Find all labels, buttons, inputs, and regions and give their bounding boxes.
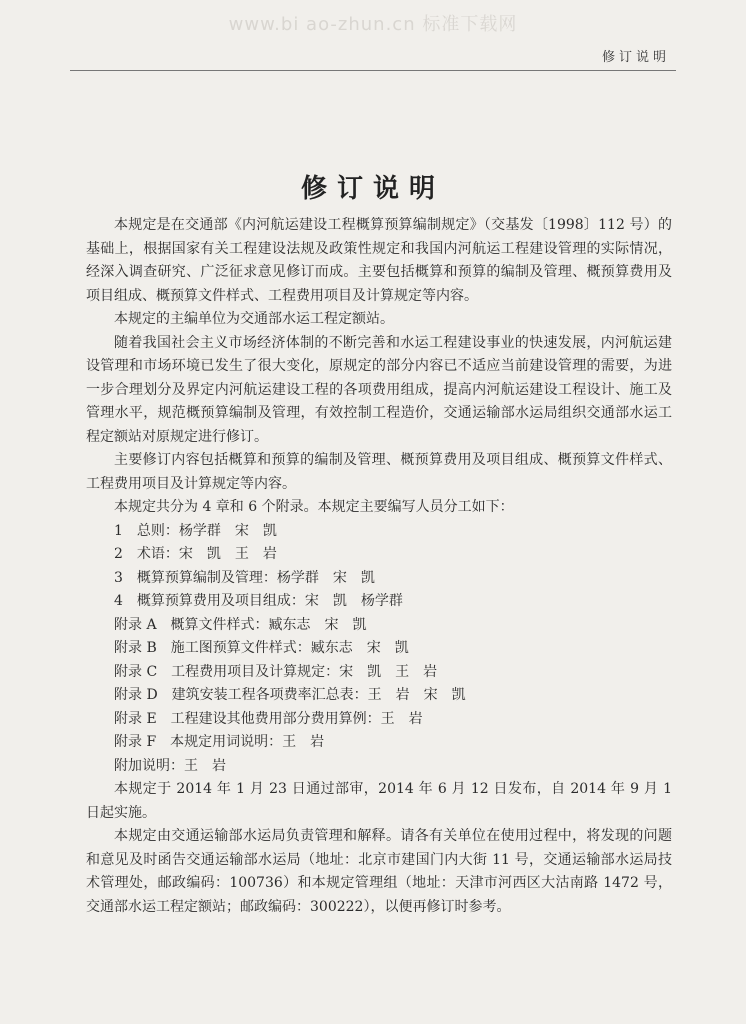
list-item: 附录 D 建筑安装工程各项费率汇总表：王 岩 宋 凯	[114, 687, 466, 703]
list-item: 附加说明：王 岩	[114, 757, 226, 774]
list-item: 4 概算预算费用及项目组成：宋 凯 杨学群	[114, 593, 403, 609]
list-item: 附录 E 工程建设其他费用部分费用算例：王 岩	[114, 710, 423, 727]
header-rule	[70, 70, 676, 71]
list-item: 1 总则：杨学群 宋 凯	[114, 522, 277, 539]
page-title: 修订说明	[300, 174, 445, 204]
document-body	[86, 214, 672, 919]
running-head: 修订说明	[601, 50, 670, 65]
paragraph-revision-content: 主要修订内容包括概算和预算的编制及管理、概预算费用及项目组成、概预算文件样式、工程费用项目及计算规定等内容。	[86, 452, 672, 492]
paragraph-editor-unit: 本规定的主编单位为交通部水运工程定额站。	[114, 311, 394, 327]
list-item: 附录 F 本规定用词说明：王 岩	[114, 734, 325, 750]
paragraph-structure: 本规定共分为 4 章和 6 个附录。本规定主要编写人员分工如下：	[114, 499, 514, 515]
paragraph-contact: 本规定由交通运输部水运局负责管理和解释。请各有关单位在使用过程中，将发现的问题和意见及时函告交通运输部水运局（地址：北京市建国门内大街 11 号，交通运输部水运局技术管理处，邮政编码：100736）和本规定管理组（地址：天津市河西区大沽南路 1472 号，交通部水运工程定额站；邮政编码：300222），以便再修订时参考。	[86, 828, 672, 915]
list-item: 2 术语：宋 凯 王 岩	[114, 546, 277, 562]
list-item: 附录 A 概算文件样式：臧东志 宋 凯	[114, 616, 367, 633]
list-item: 附录 C 工程费用项目及计算规定：宋 凯 王 岩	[114, 663, 438, 680]
watermark: www.bi ao-zhun.cn 标准下载网	[228, 14, 518, 35]
paragraph-background: 随着我国社会主义市场经济体制的不断完善和水运工程建设事业的快速发展，内河航运建设管理和市场环境已发生了很大变化，原规定的部分内容已不适应当前建设管理的需要，为进一步合理划分及界定内河航运建设工程的各项费用组成，提高内河航运建设工程设计、施工及管理水平，规范概预算编制及管理，有效控制工程造价，交通运输部水运局组织交通部水运工程定额站对原规定进行修订。	[86, 334, 672, 445]
author-assignment-list	[86, 520, 672, 779]
list-item: 附录 B 施工图预算文件样式：臧东志 宋 凯	[114, 640, 409, 656]
list-item: 3 概算预算编制及管理：杨学群 宋 凯	[114, 569, 375, 586]
paragraph-basis: 本规定是在交通部《内河航运建设工程概算预算编制规定》（交基发〔1998〕112 号）的基础上，根据国家有关工程建设法规及政策性规定和我国内河航运工程建设管理的实际情况，经深入调查研究、广泛征求意见修订而成。主要包括概算和预算的编制及管理、概预算费用及项目组成、概预算文件样式、工程费用项目及计算规定等内容。	[86, 217, 672, 304]
paragraph-effective-date: 本规定于 2014 年 1 月 23 日通过部审，2014 年 6 月 12 日发布，自 2014 年 9 月 1 日起实施。	[86, 781, 672, 821]
